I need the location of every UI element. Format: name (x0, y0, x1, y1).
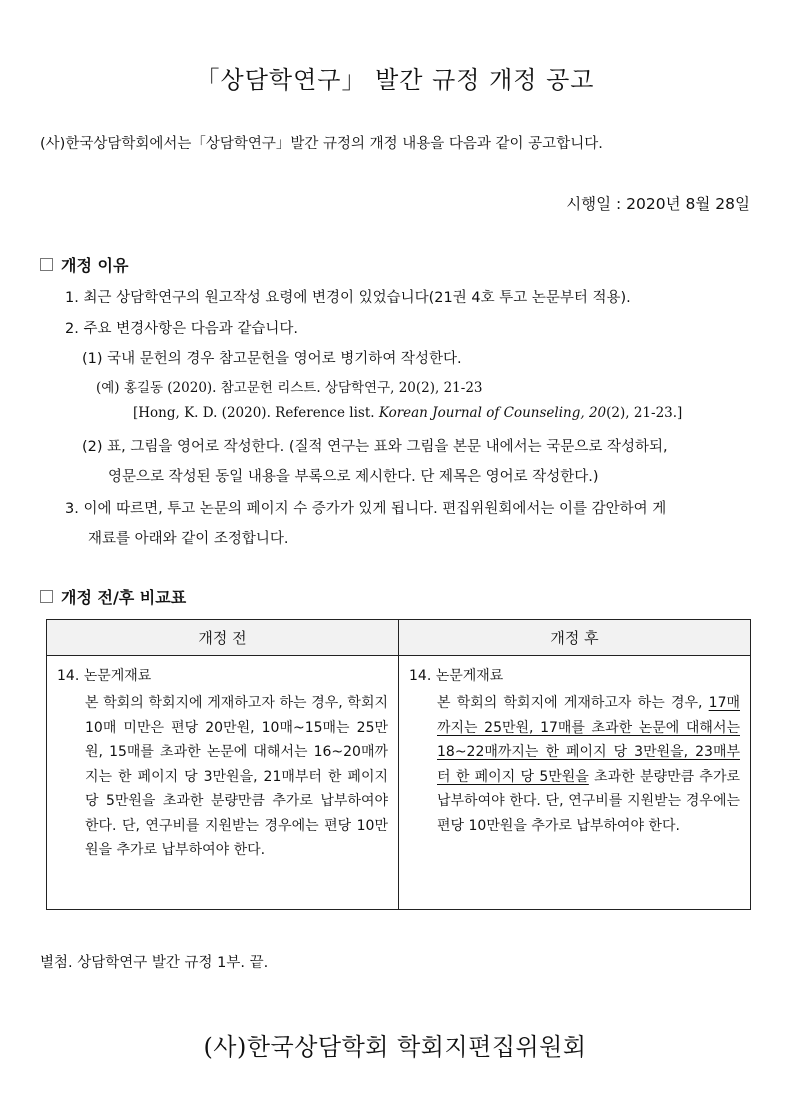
example-en-journal: Korean Journal of Counseling, 20 (378, 405, 607, 421)
cell-after (399, 656, 751, 910)
reason-item-2: 2. 주요 변경사항은 다음과 같습니다. (65, 321, 298, 337)
example-english-reference (133, 405, 682, 421)
example-korean-reference: (예) 홍길동 (2020). 참고문헌 리스트. 상담학연구, 20(2), 21-23 (96, 380, 483, 396)
reason-subitem-2: (2) 표, 그림을 영어로 작성한다. (질적 연구는 표와 그림을 본문 내에서는 국문으로 작성하되, (82, 439, 668, 455)
section-heading-reason (40, 253, 128, 276)
example-en-prefix: [Hong, K. D. (2020). Reference list. (133, 405, 379, 421)
section-heading-compare (40, 585, 186, 608)
section-heading-label: 개정 전/후 비교표 (61, 588, 187, 607)
attachment-note: 별첨. 상담학연구 발간 규정 1부. 끝. (40, 955, 269, 971)
reason-item-3-cont: 재료를 아래와 같이 조정합니다. (88, 531, 289, 547)
before-item-title: 14. 논문게재료 (57, 668, 152, 684)
effective-date: 시행일 : 2020년 8월 28일 (566, 195, 750, 213)
checkbox-square-icon (40, 590, 53, 603)
header-after: 개정 후 (399, 620, 751, 656)
table-row (47, 656, 751, 910)
signature-organization: (사)한국상담학회 학회지편집위원회 (203, 1033, 587, 1061)
section-heading-label: 개정 이유 (61, 256, 129, 275)
reason-subitem-1: (1) 국내 문헌의 경우 참고문헌을 영어로 병기하여 작성한다. (82, 351, 462, 367)
header-before: 개정 전 (47, 620, 399, 656)
intro-paragraph: (사)한국상담학회에서는「상담학연구」발간 규정의 개정 내용을 다음과 같이 공고합니다. (40, 136, 603, 152)
reason-item-1: 1. 최근 상담학연구의 원고작성 요령에 변경이 있었습니다(21권 4호 투고 논문부터 적용). (65, 290, 631, 306)
table-header-row (47, 620, 751, 656)
checkbox-square-icon (40, 258, 53, 271)
reason-item-3: 3. 이에 따르면, 투고 논문의 페이지 수 증가가 있게 됩니다. 편집위원회에서는 이를 감안하여 게 (65, 501, 667, 517)
after-body-plain-1: 본 학회의 학회지에 게재하고자 하는 경우, (437, 695, 709, 711)
after-item-body (409, 691, 740, 838)
document-title: 「상담학연구」 발간 규정 개정 공고 (195, 66, 595, 94)
cell-before (47, 656, 399, 910)
before-item-body: 본 학회의 학회지에 게재하고자 하는 경우, 학회지 10매 미만은 편당 20만원, 10매~15매는 25만원, 15매를 초과한 논문에 대해서는 16~20매까지는 한 페이지 당 3만원을, 21매부터 한 페이지 당 5만원을 초과한 분량만큼 추가로 납부하여야 한다. 단, 연구비를 지원받는 경우에는 편당 10만원을 추가로 납부하여야 한다. (85, 695, 388, 858)
reason-subitem-2-cont: 영문으로 작성된 동일 내용을 부록으로 제시한다. 단 제목은 영어로 작성한다.) (108, 469, 599, 485)
example-en-suffix: (2), 21-23.] (606, 405, 683, 421)
after-body-underlined-change: 17매까지는 25만원, 17매를 초과한 논문에 대해서는 18~22매까지는 한 페이지 당 3만원을, 23매부터 한 페이지 당 5만원을 (437, 695, 740, 785)
after-body-plain-2: 초과한 분량만큼 추가로 납부하여야 한다. 단, 연구비를 지원받는 경우에는 편당 10만원을 추가로 납부하여야 한다. (437, 768, 740, 834)
comparison-table (46, 619, 751, 910)
after-item-title: 14. 논문게재료 (409, 668, 504, 684)
